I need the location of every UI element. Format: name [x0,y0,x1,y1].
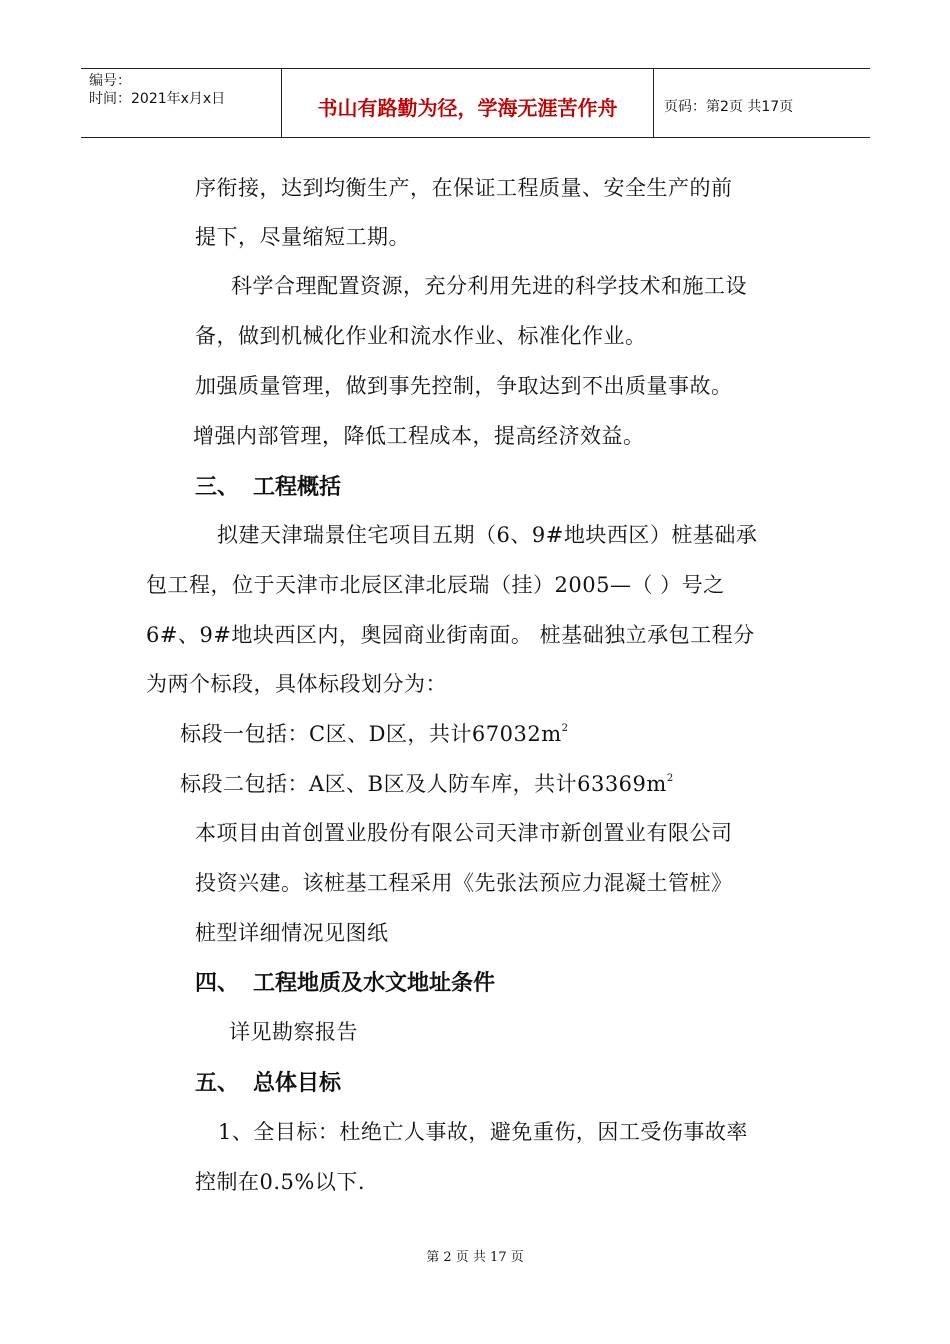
body-line: 6#、9#地块西区内，奥园商业街南面。 桩基础独立承包工程分 [146,623,755,647]
section-title: 工程地质及水文地址条件 [253,971,496,996]
body-line: 拟建天津瑞景住宅项目五期（6、9#地块西区）桩基础承 [217,523,758,547]
section-title: 工程概括 [253,475,342,500]
bid-section-2 [180,768,674,798]
body-line: 本项目由首创置业股份有限公司天津市新创置业有限公司 [195,821,733,845]
section-heading-5 [195,1066,341,1097]
section-number: 四、 [195,971,240,996]
page-footer: 第 2 页 共 17 页 [426,1250,524,1265]
superscript: 2 [561,723,569,734]
body-line: 提下，尽量缩短工期。 [195,225,410,249]
bid-section-text: 标段二包括：A区、B区及人防车库，共计63369m [180,772,667,796]
superscript: 2 [666,773,674,784]
body-line: 投资兴建。该桩基工程采用《先张法预应力混凝土管桩》 [195,871,733,895]
body-line: 包工程，位于天津市北辰区津北辰瑞（挂）2005—（ ）号之 [146,573,725,597]
body-line: 控制在0.5%以下. [195,1170,366,1194]
section-heading-4 [195,966,495,997]
body-line: 增强内部管理，降低工程成本，提高经济效益。 [193,424,645,448]
body-line: 备，做到机械化作业和流水作业、标准化作业。 [195,324,647,348]
doc-time-label: 时间：2021年x月x日 [89,91,226,107]
section-title: 总体目标 [253,1071,342,1096]
body-line: 详见勘察报告 [229,1020,358,1044]
page-header [81,68,870,138]
doc-number-label: 编号： [89,73,131,89]
header-meta [81,69,282,137]
section-number: 三、 [195,475,240,500]
header-page-label: 页码：第2页 共17页 [664,99,794,115]
header-motto: 书山有路勤为径，学海无涯苦作舟 [282,69,654,137]
body-line: 为两个标段，具体标段划分为： [146,672,447,696]
bid-section-1 [180,718,569,748]
bid-section-text: 标段一包括：C区、D区，共计67032m [180,722,562,746]
body-line: 1、全目标：杜绝亡人事故，避免重伤，因工受伤事故率 [218,1120,748,1144]
body-line: 桩型详细情况见图纸 [195,921,389,945]
body-line: 序衔接，达到均衡生产，在保证工程质量、安全生产的前 [195,176,733,200]
body-line: 科学合理配置资源，充分利用先进的科学技术和施工设 [231,274,747,298]
section-number: 五、 [195,1071,240,1096]
section-heading-3 [195,470,341,501]
body-line: 加强质量管理，做到事先控制，争取达到不出质量事故。 [195,374,733,398]
